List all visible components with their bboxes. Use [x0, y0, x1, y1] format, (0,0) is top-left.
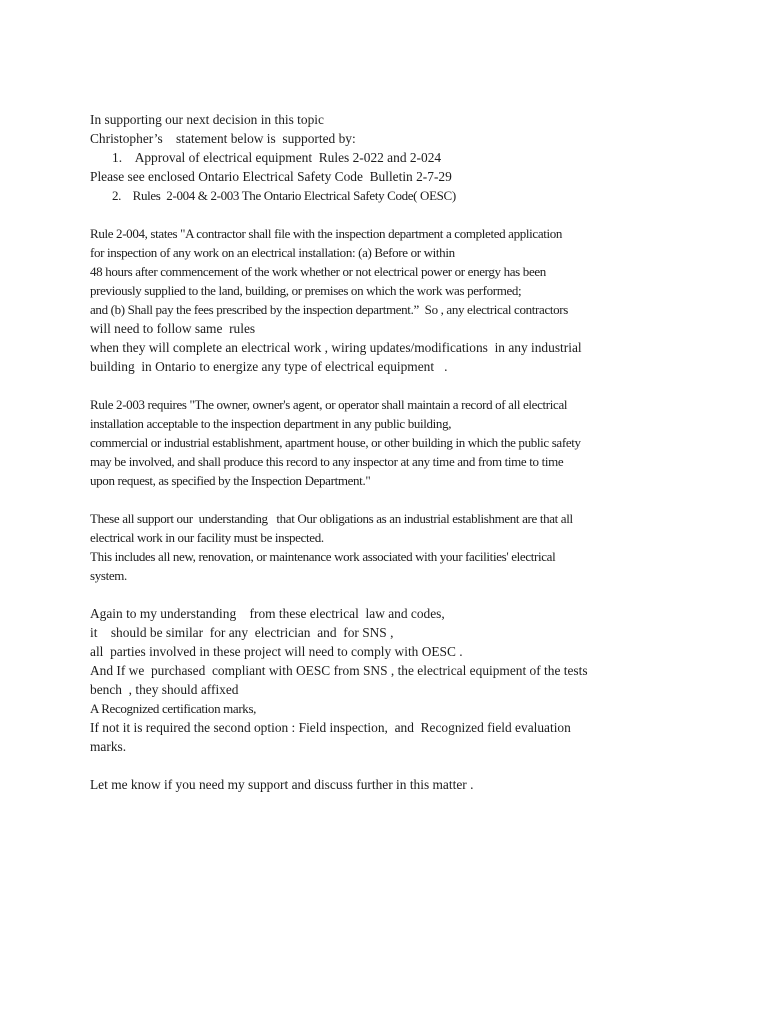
understanding-line: it should be similar for any electrician and for SNS ,	[90, 625, 394, 640]
document-body	[90, 110, 680, 794]
bulletin-line: Please see enclosed Ontario Electrical Safety Code Bulletin 2-7-29	[90, 169, 452, 184]
rule-2003-line: may be involved, and shall produce this record to any inspector at any time and from time to time	[90, 454, 564, 469]
list-item-2: 2. Rules 2-004 & 2-003 The Ontario Electrical Safety Code( OESC)	[112, 188, 456, 203]
rule-2004-line: 48 hours after commencement of the work whether or not electrical power or energy has been	[90, 264, 546, 279]
rule-2004-line: Rule 2-004, states "A contractor shall file with the inspection department a completed application	[90, 226, 563, 241]
rule-2004-line: and (b) Shall pay the fees prescribed by the inspection department.” So , any electrical contractors	[90, 302, 568, 317]
intro-line: In supporting our next decision in this topic	[90, 112, 324, 127]
list-item-1: 1. Approval of electrical equipment Rules 2-022 and 2-024	[112, 150, 442, 165]
rule-2004-line: when they will complete an electrical work , wiring updates/modifications in any industrial	[90, 340, 582, 355]
understanding-line: If not it is required the second option : Field inspection, and Recognized field evaluation	[90, 720, 571, 735]
rule-2003-line: installation acceptable to the inspection department in any public building,	[90, 416, 452, 431]
rule-2003-line: upon request, as specified by the Inspection Department."	[90, 473, 371, 488]
support-line: These all support our understanding that Our obligations as an industrial establishment are that all	[90, 511, 573, 526]
closing-line: Let me know if you need my support and discuss further in this matter .	[90, 777, 474, 792]
understanding-line: marks.	[90, 739, 127, 754]
understanding-line: Again to my understanding from these electrical law and codes,	[90, 606, 445, 621]
intro-line: Christopher’s statement below is supported by:	[90, 131, 356, 146]
support-line: system.	[90, 568, 127, 583]
rule-2003-line: Rule 2-003 requires "The owner, owner's agent, or operator shall maintain a record of all electrical	[90, 397, 568, 412]
support-line: electrical work in our facility must be inspected.	[90, 530, 324, 545]
rule-2004-line: will need to follow same rules	[90, 321, 256, 336]
rule-2004-line: building in Ontario to energize any type of electrical equipment .	[90, 359, 448, 374]
rule-2004-line: previously supplied to the land, building, or premises on which the work was performed;	[90, 283, 522, 298]
support-line: This includes all new, renovation, or maintenance work associated with your facilities' electrical	[90, 549, 556, 564]
rule-2004-line: for inspection of any work on an electrical installation: (a) Before or within	[90, 245, 455, 260]
rule-2003-line: commercial or industrial establishment, apartment house, or other building in which the public safety	[90, 435, 581, 450]
understanding-line: bench , they should affixed	[90, 682, 239, 697]
understanding-line: And If we purchased compliant with OESC from SNS , the electrical equipment of the tests	[90, 663, 588, 678]
understanding-line: all parties involved in these project will need to comply with OESC .	[90, 644, 463, 659]
understanding-line: A Recognized certification marks,	[90, 701, 257, 716]
